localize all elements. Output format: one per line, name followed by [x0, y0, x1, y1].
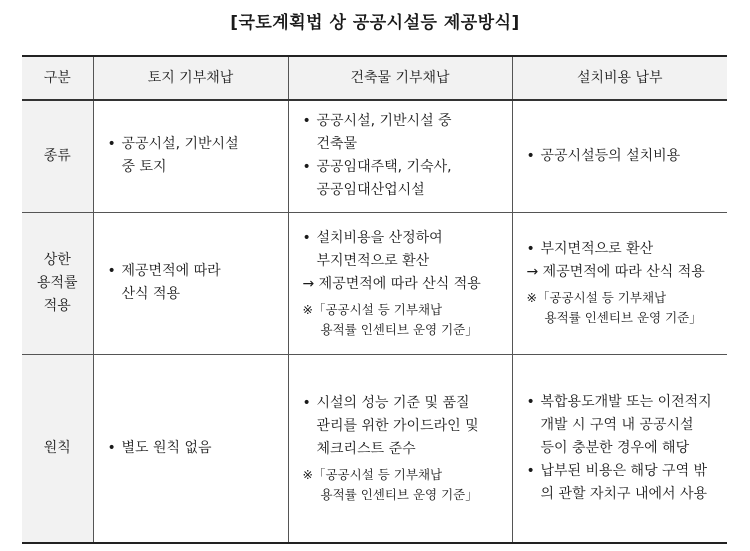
reference-note: ※「공공시설 등 기부채납 용적률 인센티브 운영 기준」 — [302, 466, 478, 502]
comparison-table — [22, 55, 727, 544]
row-label-principle: 원칙 — [22, 354, 93, 543]
bullet-item: • 공공시설, 기반시설 중 건축물 — [301, 110, 504, 156]
cell-kind-building — [288, 100, 512, 212]
bullet-item: • 부지면적으로 환산 — [525, 238, 720, 261]
cell-principle-cost — [512, 354, 727, 543]
cell-limit-land — [93, 212, 288, 354]
arrow-note: → 제공면적에 따라 산식 적용 — [302, 275, 481, 292]
cell-limit-cost — [512, 212, 727, 354]
header-land-donation: 토지 기부채납 — [93, 56, 288, 100]
row-label-limit: 상한 용적률 적용 — [22, 212, 93, 354]
reference-note: ※「공공시설 등 기부채납 용적률 인센티브 운영 기준」 — [302, 301, 478, 337]
bullet-item: • 제공면적에 따라 산식 적용 — [106, 260, 280, 306]
row-limit — [22, 212, 727, 354]
row-label-kind: 종류 — [22, 100, 93, 212]
header-building-donation: 건축물 기부채납 — [288, 56, 512, 100]
header-cost-payment: 설치비용 납부 — [512, 56, 727, 100]
bullet-item: • 복합용도개발 또는 이전적지 개발 시 구역 내 공공시설 등이 충분한 경우에 해당 — [525, 391, 720, 460]
bullet-item: • 별도 원칙 없음 — [106, 437, 280, 460]
cell-kind-land — [93, 100, 288, 212]
cell-limit-building — [288, 212, 512, 354]
row-kind — [22, 100, 727, 212]
reference-note: ※「공공시설 등 기부채납 용적률 인센티브 운영 기준」 — [526, 290, 702, 325]
cell-principle-building — [288, 354, 512, 543]
header-category: 구분 — [22, 56, 93, 100]
table-title: [국토계획법 상 공공시설등 제공방식] — [230, 13, 520, 33]
bullet-item: • 공공임대주택, 기숙사, 공공임대산업시설 — [301, 156, 504, 202]
bullet-item: • 공공시설, 기반시설 중 토지 — [106, 133, 280, 179]
arrow-note: → 제공면적에 따라 산식 적용 — [526, 264, 705, 280]
cell-kind-cost — [512, 100, 727, 212]
bullet-item: • 공공시설등의 설치비용 — [525, 145, 720, 168]
header-row — [22, 56, 727, 100]
cell-principle-land — [93, 354, 288, 543]
bullet-item: • 설치비용을 산정하여 부지면적으로 환산 — [301, 227, 504, 273]
bullet-item: • 시설의 성능 기준 및 품질 관리를 위한 가이드라인 및 체크리스트 준수 — [301, 392, 504, 461]
row-principle — [22, 354, 727, 543]
bullet-item: • 납부된 비용은 해당 구역 밖 의 관할 자치구 내에서 사용 — [525, 460, 720, 506]
